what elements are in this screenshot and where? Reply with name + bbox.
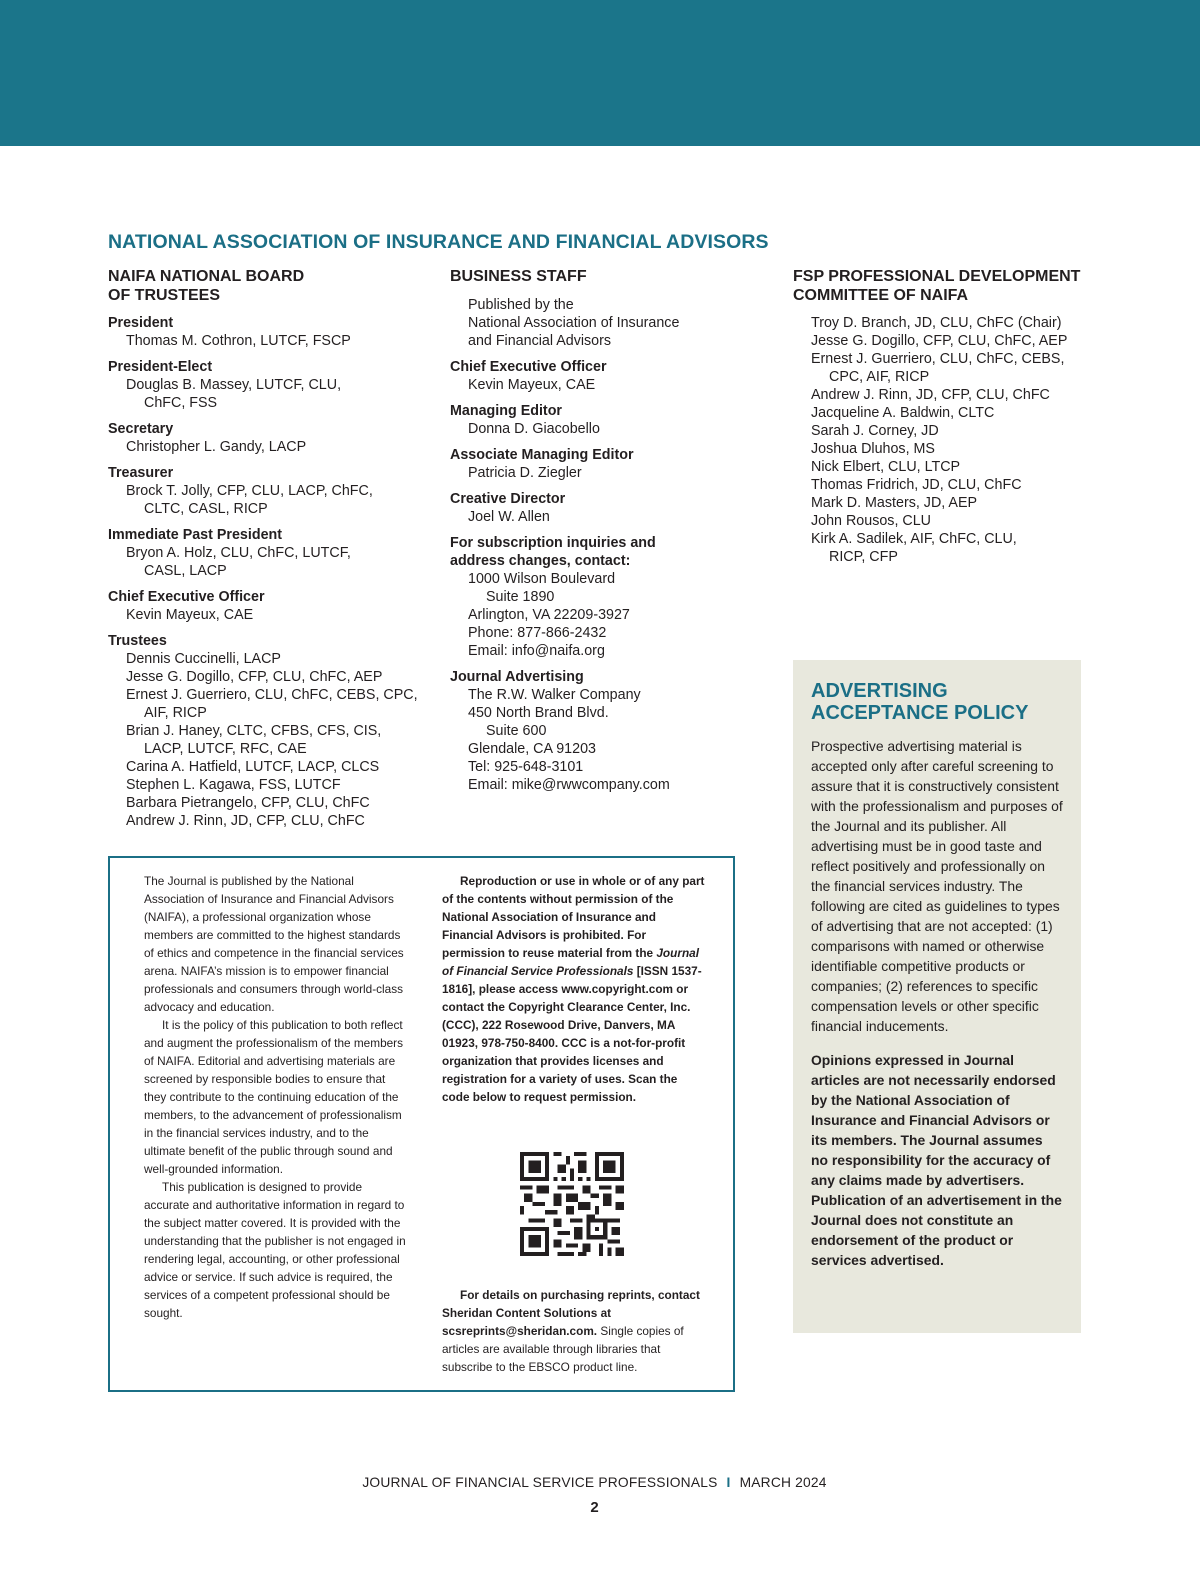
advertising-phone: Tel: 925-648-3101 — [468, 758, 584, 775]
advertising-policy-heading: ADVERTISING ACCEPTANCE POLICY — [811, 680, 1029, 724]
committee-member: Jacqueline A. Baldwin, CLTC — [811, 405, 995, 421]
business-staff-heading: BUSINESS STAFF — [450, 268, 587, 285]
subscription-email: Email: info@naifa.org — [468, 642, 605, 659]
committee-member: Andrew J. Rinn, JD, CFP, CLU, ChFC — [811, 387, 1050, 403]
advertising-policy-text: Prospective advertising material is accepted only after careful screening to assure that it is constructively consistent with the professionalism and purposes of the Journal and its publisher. All advertising must be in good taste and reflect positively and professionally on the financial services industry. The following are cited as guidelines to types of advertising that are not accepted: (1) comparisons with named or otherwise identifiable competitive products or companies; (2) references to specific compensation levels or other specific financial inducements. — [811, 738, 1063, 1034]
publication-info-box — [108, 856, 735, 1392]
reproduction-notice: Reproduction or use in whole or of any part of the contents without permission of the National Association of Insurance and Financial Advisors is prohibited. For permission to reuse material from the Journal of Financial Service Professionals [ISSN 1537-1816], please access www.copyright.com or contact the Copyright Clearance Center, Inc. (CCC), 222 Rosewood Drive, Danvers, MA 01923, 978-750-8400. CCC is a not-for-profit organization that provides licenses and registration for a variety of uses. Scan the code below to request permission. — [442, 874, 705, 1104]
staff-role-ceo: Chief Executive Officer Kevin Mayeux, CAE — [450, 358, 607, 393]
trustee-name: Jesse G. Dogillo, CFP, CLU, ChFC, AEP — [126, 669, 383, 685]
committee-member: Ernest J. Guerriero, CLU, ChFC, CEBS, CPC, AIF, RICP — [811, 351, 1065, 385]
trustee-name: Ernest J. Guerriero, CLU, ChFC, CEBS, CPC, AIF, RICP — [126, 687, 418, 721]
advertising-email: Email: mike@rwwcompany.com — [468, 776, 670, 793]
committee-member: Jesse G. Dogillo, CFP, CLU, ChFC, AEP — [811, 333, 1068, 349]
qr-code-icon[interactable] — [520, 1152, 624, 1256]
advertising-address: The R.W. Walker Company 450 North Brand Blvd. Suite 600 Glendale, CA 91203 Tel: 925-648-3101 Email: mike@rwwcompany.com — [450, 686, 770, 794]
committee-member: Nick Elbert, CLU, LTCP — [811, 459, 961, 475]
committee-member: Mark D. Masters, JD, AEP — [811, 495, 978, 511]
subscription-phone: Phone: 877-866-2432 — [468, 624, 607, 641]
staff-role-creative-director: Creative Director Joel W. Allen — [450, 490, 566, 525]
footer-separator: I — [726, 1475, 731, 1490]
page-footer — [0, 1475, 1189, 1490]
board-heading: NAIFA NATIONAL BOARD OF TRUSTEES — [108, 268, 305, 304]
subscription-contact: For subscription inquiries and address changes, contact: 1000 Wilson Boulevard Suite 1890 Arlington, VA 22209-3927 Phone: 877-866-2432 Email: info@naifa.org — [450, 534, 770, 660]
page-title: NATIONAL ASSOCIATION OF INSURANCE AND FINANCIAL ADVISORS — [108, 231, 769, 253]
publication-statement: The Journal is published by the National Association of Insurance and Financial Advisors (NAIFA), a professional organization whose members are committed to the highest standards of ethics and competence in the financial services arena. NAIFA’s mission is to empower financial professionals and consumers through world-class advocacy and education. It is the policy of this publication to both reflect and augment the professionalism of the members of NAIFA. Editorial and advertising materials are screened by responsible bodies to ensure that they contribute to the continuing education of the members, to the advancement of professionalism in the financial services industry, and to the ultimate benefit of the public through sound and well-grounded information. This publication is designed to provide accurate and authoritative information in regard to the subject matter covered. It is provided with the understanding that the publisher is not engaged in rendering legal, accounting, or other professional advice or service. If such advice is required, the services of a competent professional should be sought. — [144, 874, 406, 1320]
trustee-name: Brian J. Haney, CLTC, CFBS, CFS, CIS, LACP, LUTCF, RFC, CAE — [126, 723, 382, 757]
top-banner — [0, 0, 1200, 146]
trustee-name: Barbara Pietrangelo, CFP, CLU, ChFC — [126, 795, 370, 811]
advertising-contact: Journal Advertising The R.W. Walker Company 450 North Brand Blvd. Suite 600 Glendale, CA 91203 Tel: 925-648-3101 Email: mike@rwwcompany.com — [450, 668, 770, 794]
staff-role-associate-editor: Associate Managing Editor Patricia D. Ziegler — [450, 446, 634, 481]
issue-date: MARCH 2024 — [739, 1475, 827, 1490]
trustee-name: Andrew J. Rinn, JD, CFP, CLU, ChFC — [126, 813, 365, 829]
trustee-name: Carina A. Hatfield, LUTCF, LACP, CLCS — [126, 759, 380, 775]
board-role-treasurer: Treasurer Brock T. Jolly, CFP, CLU, LACP, ChFC, CLTC, CASL, RICP — [108, 465, 373, 517]
board-role-past-president: Immediate Past President Bryon A. Holz, CLU, ChFC, LUTCF, CASL, LACP — [108, 527, 351, 579]
subscription-address: 1000 Wilson Boulevard Suite 1890 Arlington, VA 22209-3927 Phone: 877-866-2432 Email: info@naifa.org — [450, 570, 770, 660]
staff-role-managing-editor: Managing Editor Donna D. Giacobello — [450, 402, 600, 437]
board-role-president-elect: President-Elect Douglas B. Massey, LUTCF, CLU, ChFC, FSS — [108, 359, 342, 411]
advertising-policy-box — [793, 660, 1081, 1333]
committee-member-list — [793, 314, 1093, 566]
committee-member: John Rousos, CLU — [811, 513, 931, 529]
publisher-note: Published by the National Association of Insurance and Financial Advisors — [468, 296, 680, 349]
committee-member: Thomas Fridrich, JD, CLU, ChFC — [811, 477, 1022, 493]
board-column — [108, 268, 428, 838]
committee-member: Joshua Dluhos, MS — [811, 441, 935, 457]
board-role-president: President Thomas M. Cothron, LUTCF, FSCP — [108, 315, 351, 349]
board-role-ceo: Chief Executive Officer Kevin Mayeux, CAE — [108, 589, 265, 623]
opinions-disclaimer: Opinions expressed in Journal articles are not necessarily endorsed by the National Association of Insurance and Financial Advisors or its members. The Journal assumes no responsibility for the accuracy of any claims made by advertisers. Publication of an advertisement in the Journal does not constitute an endorsement of the product or services advertised. — [811, 1052, 1062, 1268]
board-role-trustees: Trustees Dennis Cuccinelli, LACP Jesse G. Dogillo, CFP, CLU, ChFC, AEP Ernest J. Guerriero, CLU, ChFC, CEBS, CPC, AIF, RICP Brian J. Haney, CLTC, CFBS, CFS, CIS, LACP, LUTCF, RFC, CAE Carina A. Hatfield, LUTCF, LACP, CLCS Stephen L. Kagawa, FSS, LUTCF Barbara Pietrangelo, CFP, CLU, ChFC Andrew J. Rinn, JD, CFP, CLU, ChFC — [108, 632, 428, 830]
committee-member: Sarah J. Corney, JD — [811, 423, 939, 439]
trustee-name: Dennis Cuccinelli, LACP — [126, 651, 281, 667]
journal-name: JOURNAL OF FINANCIAL SERVICE PROFESSIONALS — [362, 1475, 718, 1490]
reprints-notice: For details on purchasing reprints, contact Sheridan Content Solutions at scsreprints@sheridan.com. Single copies of articles are available through libraries that subscribe to the EBSCO product line. — [442, 1288, 700, 1374]
fsp-committee-column — [793, 268, 1093, 566]
page-number: 2 — [590, 1499, 599, 1516]
business-staff-column — [450, 268, 770, 802]
committee-member: Troy D. Branch, JD, CLU, ChFC (Chair) — [811, 315, 1062, 331]
board-role-secretary: Secretary Christopher L. Gandy, LACP — [108, 421, 307, 455]
fsp-committee-heading: FSP PROFESSIONAL DEVELOPMENT COMMITTEE OF NAIFA — [793, 268, 1081, 304]
committee-member: Kirk A. Sadilek, AIF, ChFC, CLU, RICP, CFP — [811, 531, 1017, 565]
trustee-name: Stephen L. Kagawa, FSS, LUTCF — [126, 777, 341, 793]
